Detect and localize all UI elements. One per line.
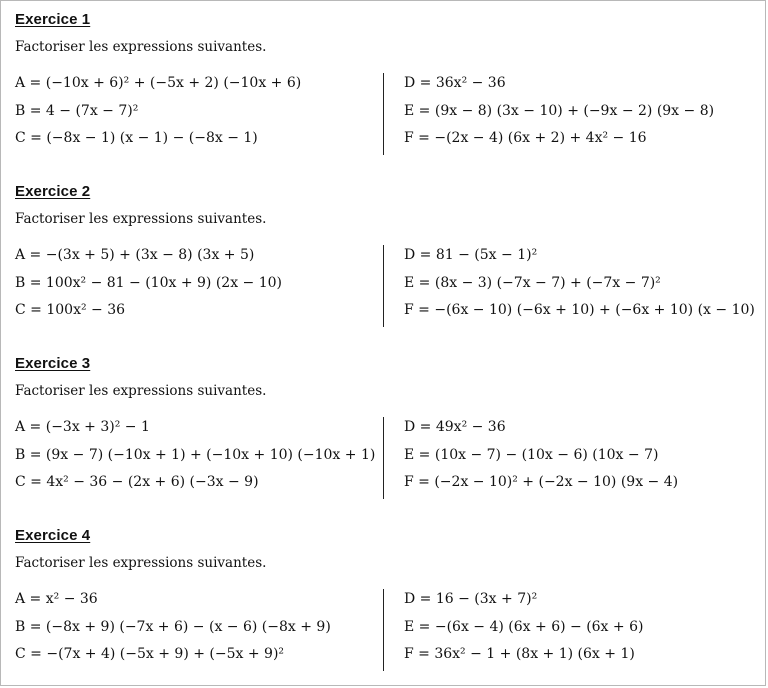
expression-d: D = 36x² − 36 [404, 75, 506, 91]
exercise-instruction: Factoriser les expressions suivantes. [15, 555, 267, 571]
expressions-right-column [404, 417, 764, 500]
expression-e: E = −(6x − 4) (6x + 6) − (6x + 6) [404, 618, 644, 635]
expression-c: C = −(7x + 4) (−5x + 9) + (−5x + 9)² [15, 646, 285, 662]
exercise-title: Exercice 2 [15, 183, 91, 200]
expression-e: E = (8x − 3) (−7x − 7) + (−7x − 7)² [404, 274, 661, 291]
expressions-right-column [404, 245, 764, 328]
expressions-right-column [404, 589, 764, 672]
exercise-title: Exercice 1 [15, 11, 91, 28]
expression-a: A = (−10x + 6)² + (−5x + 2) (−10x + 6) [15, 75, 302, 91]
expression-b: B = (−8x + 9) (−7x + 6) − (x − 6) (−8x + 9) [15, 618, 331, 635]
expression-f: F = −(2x − 4) (6x + 2) + 4x² − 16 [404, 130, 647, 146]
expressions-left-column [15, 589, 375, 672]
column-divider [383, 73, 384, 155]
expression-f: F = 36x² − 1 + (8x + 1) (6x + 1) [404, 646, 635, 662]
expression-c: C = 4x² − 36 − (2x + 6) (−3x − 9) [15, 474, 259, 490]
expression-e: E = (9x − 8) (3x − 10) + (−9x − 2) (9x − 8) [404, 102, 715, 119]
expressions-left-column [15, 73, 375, 156]
expressions-right-column [404, 73, 764, 156]
column-divider [383, 417, 384, 499]
expression-a: A = x² − 36 [15, 591, 98, 607]
expression-a: A = −(3x + 5) + (3x − 8) (3x + 5) [15, 247, 255, 263]
expression-f: F = −(6x − 10) (−6x + 10) + (−6x + 10) (x − 10) [404, 302, 755, 318]
exercise-title: Exercice 4 [15, 527, 91, 544]
expressions-left-column [15, 245, 375, 328]
column-divider [383, 245, 384, 327]
expressions-left-column [15, 417, 375, 500]
expression-f: F = (−2x − 10)² + (−2x − 10) (9x − 4) [404, 474, 679, 490]
column-divider [383, 589, 384, 671]
expression-d: D = 16 − (3x + 7)² [404, 591, 538, 607]
exercise-instruction: Factoriser les expressions suivantes. [15, 211, 267, 227]
exercise-instruction: Factoriser les expressions suivantes. [15, 39, 267, 55]
expression-b: B = 4 − (7x − 7)² [15, 102, 139, 119]
expression-d: D = 81 − (5x − 1)² [404, 247, 538, 263]
expression-b: B = (9x − 7) (−10x + 1) + (−10x + 10) (−10x + 1) [15, 446, 376, 463]
exercise-instruction: Factoriser les expressions suivantes. [15, 383, 267, 399]
expression-a: A = (−3x + 3)² − 1 [15, 419, 150, 435]
expression-c: C = 100x² − 36 [15, 302, 126, 318]
expression-b: B = 100x² − 81 − (10x + 9) (2x − 10) [15, 274, 283, 291]
expression-d: D = 49x² − 36 [404, 419, 506, 435]
expression-e: E = (10x − 7) − (10x − 6) (10x − 7) [404, 446, 659, 463]
expression-c: C = (−8x − 1) (x − 1) − (−8x − 1) [15, 130, 258, 146]
exercise-title: Exercice 3 [15, 355, 91, 372]
